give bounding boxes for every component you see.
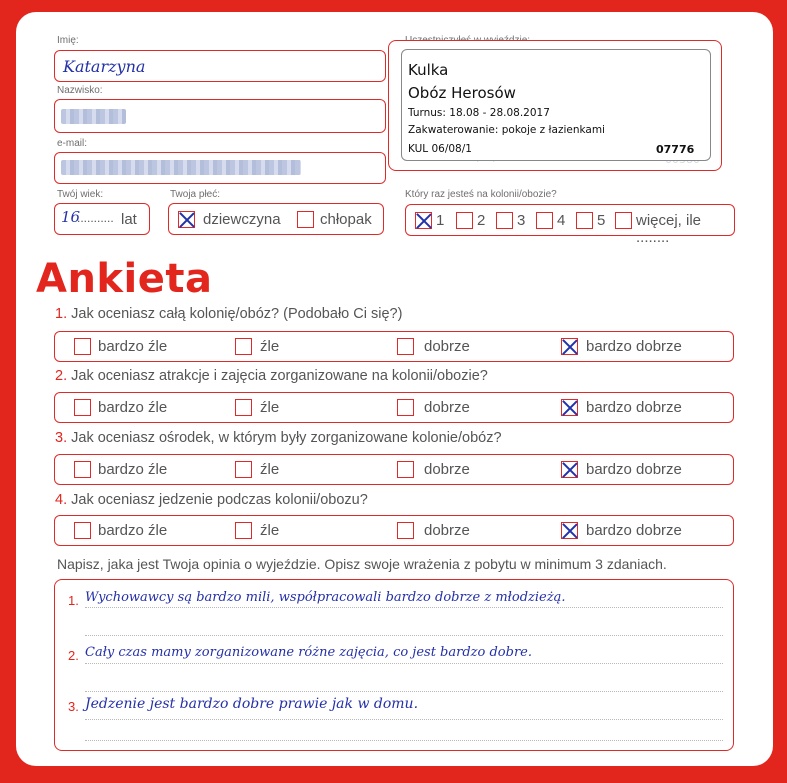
question-1-answers	[54, 331, 734, 362]
q3-option-3-label: dobrze	[424, 461, 470, 478]
q3-option-3-checkbox[interactable]	[397, 461, 414, 478]
q2-option-1-checkbox[interactable]	[74, 399, 91, 416]
question-4-answers	[54, 515, 734, 546]
times-option-5: 5	[597, 212, 606, 229]
q4-option-2-checkbox[interactable]	[235, 522, 252, 539]
opinion-line-1-text: Wychowawcy są bardzo mili, współpracowali bardzo dobrze z młodzieżą.	[85, 590, 566, 605]
times-field	[405, 204, 735, 246]
q3-option-2-checkbox[interactable]	[235, 461, 252, 478]
q3-option-1-label: bardzo źle	[98, 461, 168, 478]
q4-option-3-label: dobrze	[424, 522, 470, 539]
question-4-text: Jak oceniasz jedzenie podczas kolonii/obozu?	[71, 492, 368, 508]
email-redaction	[61, 160, 301, 175]
surname-redaction	[61, 109, 126, 124]
q2-option-3-label: dobrze	[424, 399, 470, 416]
gender-female-label: dziewczyna	[203, 211, 281, 228]
ticket-accommodation: Zakwaterowanie: pokoje z łazienkami	[408, 124, 605, 136]
q2-option-2-checkbox[interactable]	[235, 399, 252, 416]
age-unit: lat	[121, 211, 137, 228]
q3-option-4-checkbox[interactable]	[561, 461, 578, 478]
age-field[interactable]	[54, 203, 150, 235]
gender-male-checkbox[interactable]	[297, 211, 314, 228]
question-2-number: 2.	[55, 368, 68, 384]
age-value: 16	[61, 208, 81, 226]
name-label: Imię:	[57, 35, 79, 46]
question-2-answers	[54, 392, 734, 423]
question-4-number: 4.	[55, 492, 68, 508]
question-4	[55, 492, 368, 508]
survey-title: Ankieta	[36, 256, 213, 302]
times-checkbox-5[interactable]	[576, 212, 593, 229]
q4-option-2-label: źle	[260, 522, 280, 539]
question-2	[55, 368, 488, 384]
opinion-line-1-number: 1.	[68, 593, 79, 608]
q2-option-3-checkbox[interactable]	[397, 399, 414, 416]
opinion-line-2-number: 2.	[68, 648, 79, 663]
q4-option-1-label: bardzo źle	[98, 522, 168, 539]
gender-label: Twoja płeć:	[170, 189, 221, 200]
q1-option-2-checkbox[interactable]	[235, 338, 252, 355]
times-option-3: 3	[517, 212, 526, 229]
question-1-text: Jak oceniasz całą kolonię/obóz? (Podobało Ci się?)	[71, 306, 403, 322]
name-field[interactable]	[54, 50, 386, 82]
question-3-text: Jak oceniasz ośrodek, w którym były zorganizowane kolonie/obóz?	[71, 430, 502, 446]
times-option-4: 4	[557, 212, 566, 229]
question-3-answers	[54, 454, 734, 485]
age-label: Twój wiek:	[57, 189, 104, 200]
times-option-2: 2	[477, 212, 486, 229]
times-checkbox-1[interactable]	[415, 212, 432, 229]
q4-option-4-checkbox[interactable]	[561, 522, 578, 539]
q1-option-4-checkbox[interactable]	[561, 338, 578, 355]
age-dots: ...........	[77, 211, 114, 225]
opinion-prompt: Napisz, jaka jest Twoja opinia o wyjeździe. Opisz swoje wrażenia z pobytu w minimum 3 zdaniach.	[57, 556, 667, 572]
q4-option-3-checkbox[interactable]	[397, 522, 414, 539]
opinion-rule-1	[85, 607, 723, 608]
question-1	[55, 306, 402, 322]
q1-option-1-label: bardzo źle	[98, 338, 168, 355]
ticket-camp: Obóz Herosów	[408, 84, 516, 102]
ticket-code: KUL 06/08/1	[408, 143, 472, 155]
ticket-turnus: Turnus: 18.08 - 28.08.2017	[408, 107, 550, 119]
opinion-rule-2	[85, 635, 723, 636]
question-2-text: Jak oceniasz atrakcje i zajęcia zorganizowane na kolonii/obozie?	[71, 368, 488, 384]
opinion-box[interactable]	[54, 579, 734, 751]
q2-option-2-label: źle	[260, 399, 280, 416]
q4-option-4-label: bardzo dobrze	[586, 522, 682, 539]
q3-option-2-label: źle	[260, 461, 280, 478]
q4-option-1-checkbox[interactable]	[74, 522, 91, 539]
gender-male-label: chłopak	[320, 211, 372, 228]
opinion-rule-3	[85, 663, 723, 664]
gender-field	[168, 203, 384, 235]
times-checkbox-4[interactable]	[536, 212, 553, 229]
times-option-1: 1	[436, 212, 445, 229]
q1-option-4-label: bardzo dobrze	[586, 338, 682, 355]
q3-option-4-label: bardzo dobrze	[586, 461, 682, 478]
opinion-line-3-text: Jedzenie jest bardzo dobre prawie jak w domu.	[85, 696, 419, 712]
times-label: Który raz jesteś na kolonii/obozie?	[405, 189, 557, 200]
times-checkbox-3[interactable]	[496, 212, 513, 229]
gender-female-checkbox[interactable]	[178, 211, 195, 228]
surname-field[interactable]	[54, 99, 386, 133]
q2-option-1-label: bardzo źle	[98, 399, 168, 416]
email-label: e-mail:	[57, 138, 88, 149]
q1-option-3-label: dobrze	[424, 338, 470, 355]
times-checkbox-2[interactable]	[456, 212, 473, 229]
question-3-number: 3.	[55, 430, 68, 446]
opinion-rule-6	[85, 740, 723, 741]
q3-option-1-checkbox[interactable]	[74, 461, 91, 478]
opinion-rule-5	[85, 719, 723, 720]
name-value: Katarzyna	[63, 57, 146, 76]
opinion-line-3-number: 3.	[68, 699, 79, 714]
surname-label: Nazwisko:	[57, 85, 103, 96]
ticket-name: Kulka	[408, 61, 449, 79]
q2-option-4-checkbox[interactable]	[561, 399, 578, 416]
q1-option-2-label: źle	[260, 338, 280, 355]
q1-option-1-checkbox[interactable]	[74, 338, 91, 355]
opinion-line-2-text: Cały czas mamy zorganizowane różne zajęcia, co jest bardzo dobre.	[85, 645, 532, 660]
ticket-label	[401, 49, 711, 161]
question-1-number: 1.	[55, 306, 68, 322]
question-3	[55, 430, 502, 446]
q2-option-4-label: bardzo dobrze	[586, 399, 682, 416]
q1-option-3-checkbox[interactable]	[397, 338, 414, 355]
ticket-number: 07776	[656, 143, 695, 156]
opinion-rule-4	[85, 691, 723, 692]
times-checkbox-more[interactable]	[615, 212, 632, 229]
ticket-box	[388, 40, 722, 171]
times-option-more: więcej, ile ........	[636, 212, 702, 246]
email-field[interactable]	[54, 152, 386, 184]
